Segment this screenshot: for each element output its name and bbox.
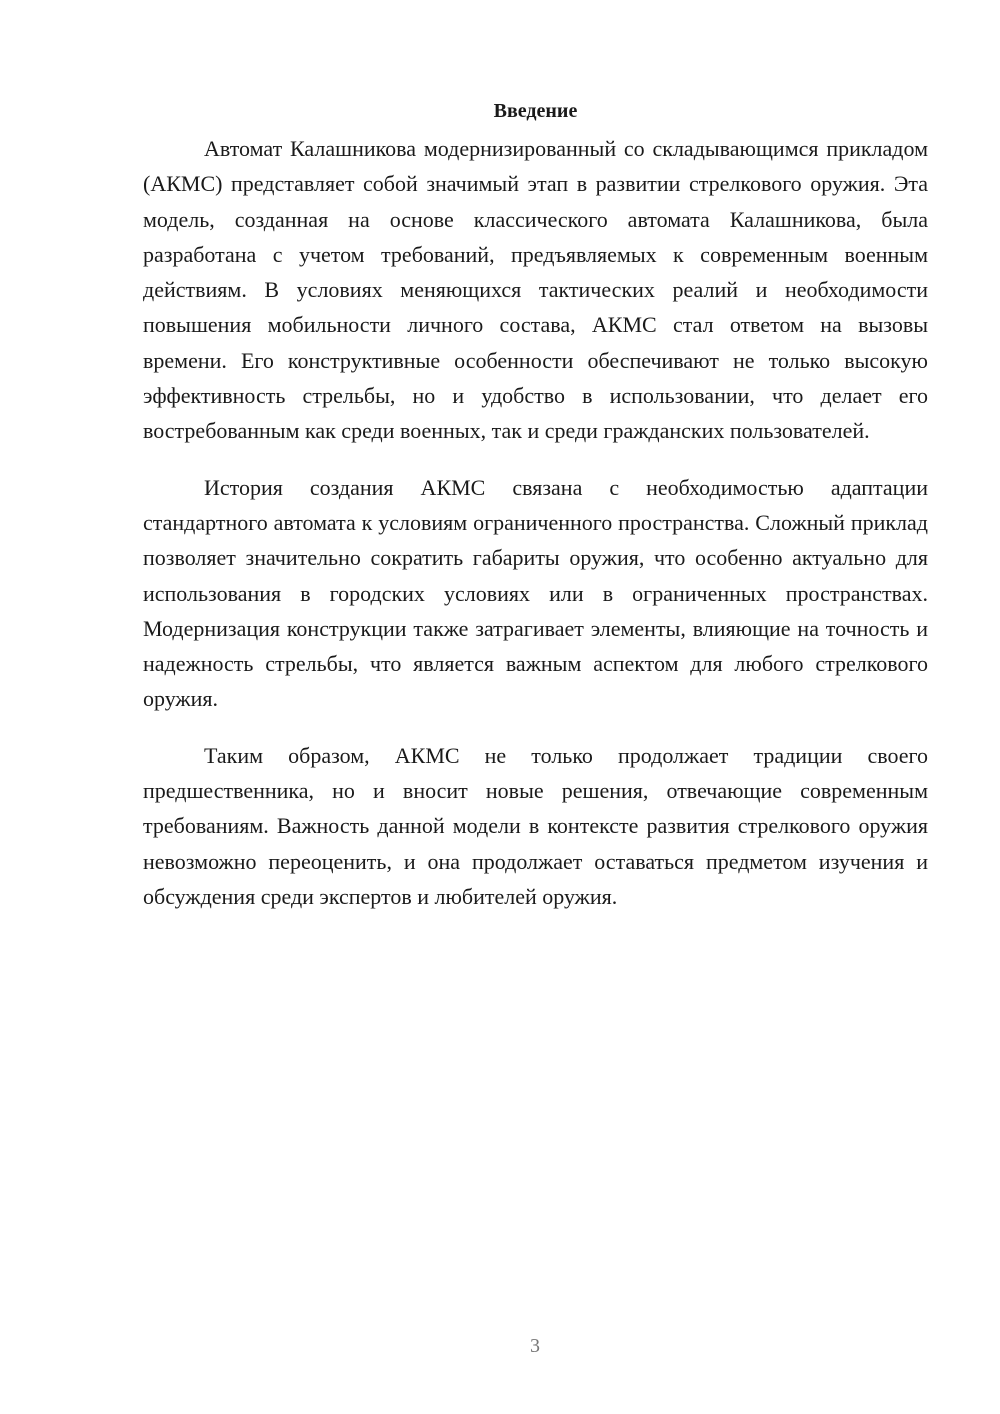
- section-title: Введение: [493, 100, 578, 122]
- page-content: [143, 96, 928, 935]
- page-number: 3: [530, 1335, 540, 1357]
- paragraph-history: История создания АКМС связана с необходимостью адаптации стандартного автомата к условиям ограниченного пространства. Сложный приклад позволяет значительно сократить габариты оружия, что особенно актуально для использования в городских условиях или в ограниченных пространствах. Модернизация конструкции также затрагивает элементы, влияющие на точность и надежность стрельбы, что является важным аспектом для любого стрелкового оружия.: [143, 474, 928, 712]
- paragraph-intro: Автомат Калашникова модернизированный со складывающимся прикладом (АКМС) представляет собой значимый этап в развитии стрелкового оружия. Эта модель, созданная на основе классического автомата Калашникова, была разработана с учетом требований, предъявляемых к современным военным действиям. В условиях меняющихся тактических реалий и необходимости повышения мобильности личного состава, АКМС стал ответом на вызовы времени. Его конструктивные особенности обеспечивают не только высокую эффективность стрельбы, но и удобство в использовании, что делает его востребованным как среди военных, так и среди гражданских пользователей.: [143, 136, 928, 444]
- paragraph-conclusion: Таким образом, АКМС не только продолжает традиции своего предшественника, но и вносит новые решения, отвечающие современным требованиям. Важность данной модели в контексте развития стрелкового оружия невозможно переоценить, и она продолжает оставаться предметом изучения и обсуждения среди экспертов и любителей оружия.: [143, 742, 928, 909]
